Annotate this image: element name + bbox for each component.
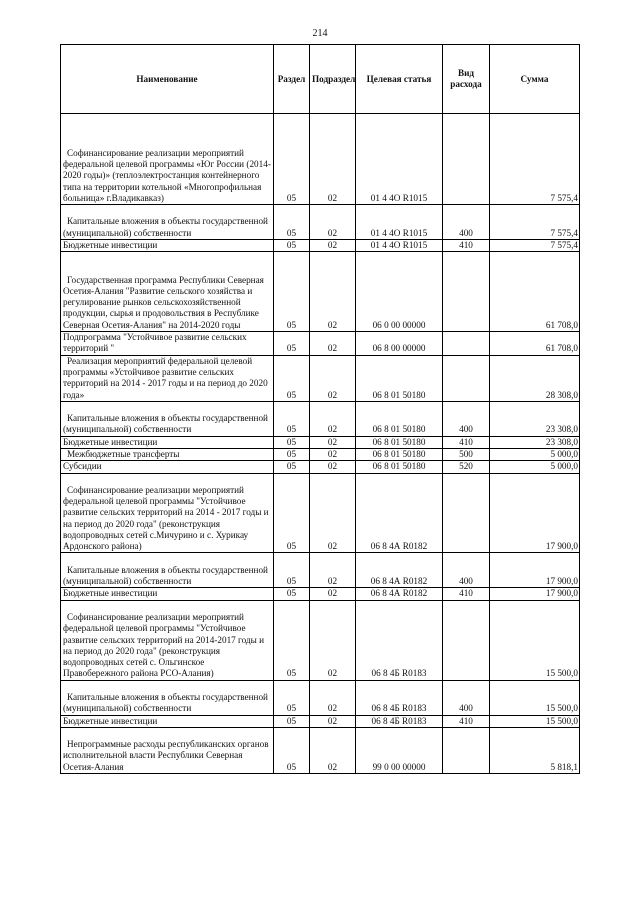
row-subsection: 02: [310, 239, 356, 251]
row-expense-type: 400: [443, 553, 490, 588]
row-subsection: 02: [310, 332, 356, 356]
row-target-article: 06 8 4Б R0183: [356, 680, 443, 715]
table-row: [61, 449, 580, 461]
row-expense-type: 410: [443, 436, 490, 448]
row-section: 05: [274, 553, 310, 588]
row-target-article: 06 8 4Б R0183: [356, 600, 443, 680]
table-row: [61, 355, 580, 401]
row-expense-type: 410: [443, 588, 490, 600]
header-name: Наименование: [61, 45, 274, 114]
row-section: 05: [274, 114, 310, 205]
row-target-article: 06 8 4А R0182: [356, 473, 443, 553]
row-amount: 61 708,0: [490, 252, 580, 332]
table-row: [61, 436, 580, 448]
row-amount: 23 308,0: [490, 436, 580, 448]
row-target-article: 01 4 4О R1015: [356, 239, 443, 251]
row-target-article: 99 0 00 00000: [356, 727, 443, 773]
table-row: [61, 239, 580, 251]
row-expense-type: 400: [443, 401, 490, 436]
row-target-article: 06 8 00 00000: [356, 332, 443, 356]
row-section: 05: [274, 715, 310, 727]
row-expense-type: [443, 600, 490, 680]
row-section: 05: [274, 461, 310, 473]
row-target-article: 06 8 01 50180: [356, 355, 443, 401]
row-subsection: 02: [310, 680, 356, 715]
row-expense-type: 410: [443, 239, 490, 251]
header-subsection: Подраздел: [310, 45, 356, 114]
row-name: Капитальные вложения в объекты государственной (муниципальной) собственности: [61, 205, 274, 240]
row-section: 05: [274, 588, 310, 600]
row-subsection: 02: [310, 205, 356, 240]
table-row: [61, 401, 580, 436]
row-section: 05: [274, 600, 310, 680]
table-row: [61, 715, 580, 727]
header-section: Раздел: [274, 45, 310, 114]
table-row: [61, 205, 580, 240]
row-name: Межбюджетные трансферты: [61, 449, 274, 461]
row-amount: 61 708,0: [490, 332, 580, 356]
row-amount: 15 500,0: [490, 600, 580, 680]
row-amount: 17 900,0: [490, 553, 580, 588]
row-section: 05: [274, 680, 310, 715]
header-target-article: Целевая статья: [356, 45, 443, 114]
row-expense-type: 410: [443, 715, 490, 727]
row-section: 05: [274, 252, 310, 332]
table-row: [61, 553, 580, 588]
row-amount: 7 575,4: [490, 239, 580, 251]
row-expense-type: [443, 114, 490, 205]
row-section: 05: [274, 436, 310, 448]
table-row: [61, 252, 580, 332]
row-amount: 5 000,0: [490, 461, 580, 473]
row-name: Государственная программа Республики Северная Осетия-Алания "Развитие сельского хозяйства и регулирование рынков сельскохозяйственной продукции, сырья и продовольствия в Республике Северная Осетия-Алания" на 2014-2020 годы: [61, 252, 274, 332]
budget-table: [60, 44, 580, 774]
row-amount: 28 308,0: [490, 355, 580, 401]
row-amount: 5 000,0: [490, 449, 580, 461]
row-name: Реализация мероприятий федеральной целевой программы «Устойчивое развитие сельских территорий на 2014 - 2017 годы и на период до 2020 года»: [61, 355, 274, 401]
row-expense-type: 400: [443, 205, 490, 240]
table-row: [61, 114, 580, 205]
row-expense-type: 500: [443, 449, 490, 461]
row-name: Софинансирование реализации мероприятий федеральной целевой программы «Юг России (2014-2020 годы)» (теплоэлектростанция контейнерного типа на территории котельной «Многопрофильная больница» г.Владикавказ): [61, 114, 274, 205]
row-amount: 23 308,0: [490, 401, 580, 436]
row-section: 05: [274, 449, 310, 461]
row-subsection: 02: [310, 600, 356, 680]
row-subsection: 02: [310, 114, 356, 205]
table-row: [61, 680, 580, 715]
row-target-article: 06 8 4А R0182: [356, 588, 443, 600]
row-amount: 5 818,1: [490, 727, 580, 773]
row-subsection: 02: [310, 588, 356, 600]
page-number: 214: [312, 28, 328, 39]
header-expense-type: Вид расхода: [443, 45, 490, 114]
row-target-article: 01 4 4О R1015: [356, 205, 443, 240]
table-row: [61, 332, 580, 356]
row-expense-type: 520: [443, 461, 490, 473]
row-target-article: 06 8 01 50180: [356, 461, 443, 473]
row-subsection: 02: [310, 715, 356, 727]
row-name: Подпрограмма "Устойчивое развитие сельских территорий ": [61, 332, 274, 356]
row-amount: 7 575,4: [490, 114, 580, 205]
row-target-article: 06 8 4Б R0183: [356, 715, 443, 727]
row-name: Субсидии: [61, 461, 274, 473]
row-name: Бюджетные инвестиции: [61, 715, 274, 727]
row-expense-type: [443, 332, 490, 356]
row-expense-type: [443, 727, 490, 773]
row-subsection: 02: [310, 449, 356, 461]
row-amount: 7 575,4: [490, 205, 580, 240]
row-amount: 15 500,0: [490, 680, 580, 715]
row-subsection: 02: [310, 401, 356, 436]
row-name: Капитальные вложения в объекты государственной (муниципальной) собственности: [61, 401, 274, 436]
table-row: [61, 461, 580, 473]
row-name: Бюджетные инвестиции: [61, 436, 274, 448]
row-subsection: 02: [310, 252, 356, 332]
table-body: [61, 114, 580, 774]
row-section: 05: [274, 727, 310, 773]
row-expense-type: [443, 473, 490, 553]
row-subsection: 02: [310, 461, 356, 473]
row-name: Капитальные вложения в объекты государственной (муниципальной) собственности: [61, 553, 274, 588]
row-target-article: 06 0 00 00000: [356, 252, 443, 332]
table-row: [61, 727, 580, 773]
row-section: 05: [274, 473, 310, 553]
row-amount: 17 900,0: [490, 473, 580, 553]
row-section: 05: [274, 401, 310, 436]
row-target-article: 06 8 01 50180: [356, 436, 443, 448]
row-subsection: 02: [310, 727, 356, 773]
row-target-article: 06 8 01 50180: [356, 449, 443, 461]
row-section: 05: [274, 332, 310, 356]
table-row: [61, 473, 580, 553]
row-target-article: 01 4 4О R1015: [356, 114, 443, 205]
row-name: Капитальные вложения в объекты государственной (муниципальной) собственности: [61, 680, 274, 715]
row-name: Бюджетные инвестиции: [61, 239, 274, 251]
row-subsection: 02: [310, 473, 356, 553]
row-amount: 15 500,0: [490, 715, 580, 727]
row-expense-type: [443, 252, 490, 332]
row-name: Бюджетные инвестиции: [61, 588, 274, 600]
row-target-article: 06 8 4А R0182: [356, 553, 443, 588]
header-amount: Сумма: [490, 45, 580, 114]
row-subsection: 02: [310, 436, 356, 448]
row-section: 05: [274, 355, 310, 401]
row-expense-type: 400: [443, 680, 490, 715]
row-name: Непрограммные расходы республиканских органов исполнительной власти Республики Северная Осетия-Алания: [61, 727, 274, 773]
row-expense-type: [443, 355, 490, 401]
row-subsection: 02: [310, 355, 356, 401]
table-row: [61, 588, 580, 600]
table-header-row: [61, 45, 580, 114]
row-name: Софинансирование реализации мероприятий федеральной целевой программы "Устойчивое развитие сельских территорий на 2014-2017 годы и на период до 2020 года" (реконструкция водопроводных сетей с. Ольгинское Правобережного района РСО-Алания): [61, 600, 274, 680]
row-name: Софинансирование реализации мероприятий федеральной целевой программы "Устойчивое развитие сельских территорий на 2014 - 2017 годы и на период до 2020 года" (реконструкция водопроводных сетей с.Мичурино и с. Хурикау Ардонского района): [61, 473, 274, 553]
row-section: 05: [274, 205, 310, 240]
row-subsection: 02: [310, 553, 356, 588]
table-row: [61, 600, 580, 680]
row-amount: 17 900,0: [490, 588, 580, 600]
row-section: 05: [274, 239, 310, 251]
row-target-article: 06 8 01 50180: [356, 401, 443, 436]
